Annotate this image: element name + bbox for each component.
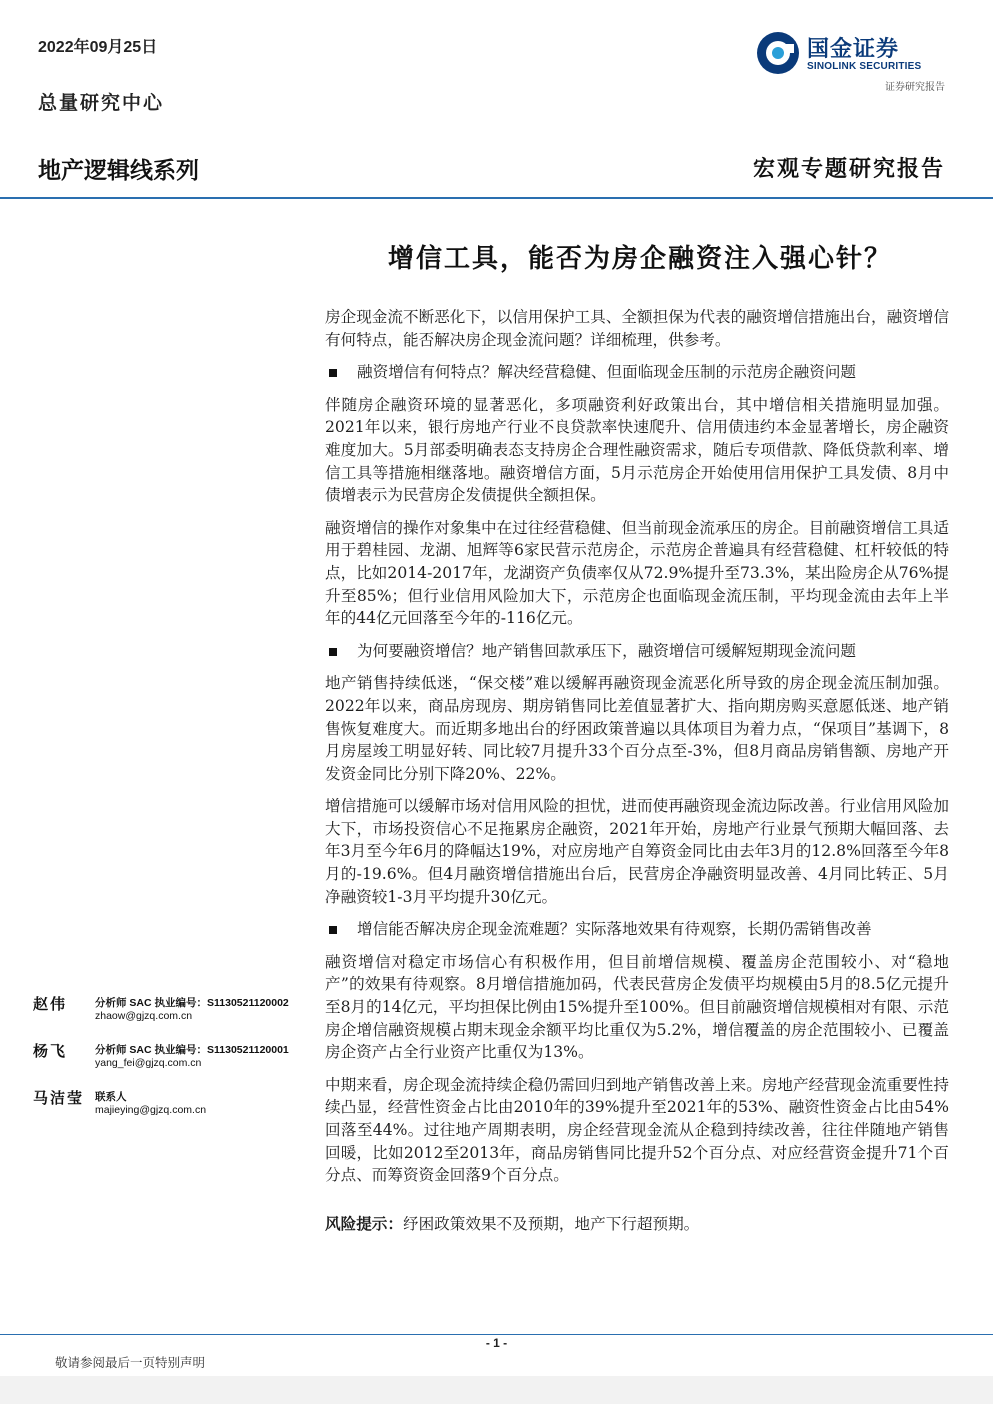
header-divider <box>0 197 993 199</box>
body-paragraph: 地产销售持续低迷，“保交楼”难以缓解再融资现金流恶化所导致的房企现金流压制加强。2022年以来，商品房现房、期房销售同比差值显著扩大、指向期房购买意愿低迷、地产销售恢复难度大。而近期多地出台的纾困政策普遍以具体项目为着力点，“保项目”基调下，8月房屋竣工明显好转、同比较7月提升33个百分点至-3%，但8月商品房销售额、房地产开发资金同比分别下降20%、22%。 <box>325 674 949 783</box>
analyst-name: 赵伟 <box>33 995 68 1013</box>
analyst-role: 分析师 SAC 执业编号：S1130521120002 <box>95 997 289 1009</box>
analyst-email[interactable]: majieying@gjzq.com.cn <box>95 1104 207 1116</box>
series-title: 地产逻辑线系列 <box>38 158 199 184</box>
disclaimer-note: 敬请参阅最后一页特别声明 <box>55 1355 206 1370</box>
body-paragraph: 中期来看，房企现金流持续企稳仍需回归到地产销售改善上来。房地产经营现金流重要性持续凸显，经营性资金占比由2010年的39%提升至2021年的53%、融资性资金占比由54%回落至44%。过往地产周期表明，房企经营现金流从企稳到持续改善，往往伴随地产销售回暖，比如2012至2013年，商品房销售同比提升52个百分点、对应经营资金提升71个百分点、而筹资资金回落9个百分点。 <box>325 1075 949 1185</box>
analyst-role: 分析师 SAC 执业编号：S1130521120001 <box>95 1044 289 1056</box>
bullet-square-icon <box>329 648 337 656</box>
footer-band <box>0 1376 993 1404</box>
report-category: 证券研究报告 <box>885 82 945 93</box>
section-heading-text: 融资增信有何特点？解决经营稳健、但面临现金压制的示范房企融资问题 <box>357 363 857 382</box>
report-type: 宏观专题研究报告 <box>752 156 945 182</box>
report-date: 2022年09月25日 <box>38 39 158 56</box>
bullet-square-icon <box>329 369 337 377</box>
department-label: 总量研究中心 <box>38 92 165 114</box>
section-heading-text: 增信能否解决房企现金流难题？实际落地效果有待观察，长期仍需销售改善 <box>357 920 872 939</box>
bullet-square-icon <box>329 926 337 934</box>
section-heading <box>325 918 949 941</box>
body-paragraph: 融资增信对稳定市场信心有积极作用，但目前增信规模、覆盖房企范围较小、对“稳地产”的效果有待观察。8月增信措施加码，代表民营房企发债平均规模由5月的8.5亿元提升至8月的14亿元，平均担保比例由15%提升至100%。但目前融资增信规模相对有限、示范房企增信融资规模占期末现金余额平均比重仅为5.2%，增信覆盖的房企范围较小、已覆盖房企资产占全行业资产比重仅为13%。 <box>325 952 949 1062</box>
analyst-name: 马洁莹 <box>33 1089 85 1107</box>
footer-divider <box>0 1334 993 1335</box>
section-heading <box>325 640 949 663</box>
logo-name-en: SINOLINK SECURITIES <box>807 61 922 72</box>
body-paragraph: 融资增信的操作对象集中在过往经营稳健、但当前现金流承压的房企。目前融资增信工具适用于碧桂园、龙湖、旭辉等6家民营示范房企，示范房企普遍具有经营稳健、杠杆较低的特点，比如2014-2017年，龙湖资产负债率仅从72.9%提升至73.3%，某出险房企从76%提升至85%；但行业信用风险加大下，示范房企也面临现金流压制，平均现金流由去年上半年的44亿元回落至今年的-116亿元。 <box>325 518 949 628</box>
analyst-email[interactable]: zhaow@gjzq.com.cn <box>95 1010 193 1022</box>
section-heading-text: 为何要融资增信？地产销售回款承压下，融资增信可缓解短期现金流问题 <box>357 641 857 660</box>
report-title: 增信工具，能否为房企融资注入强心针？ <box>387 244 892 274</box>
analyst-name: 杨飞 <box>33 1042 68 1060</box>
risk-warning <box>325 1213 949 1236</box>
body-paragraph: 增信措施可以缓解市场对信用风险的担忧，进而使再融资现金流边际改善。行业信用风险加大下，市场投资信心不足拖累房企融资，2021年开始，房地产行业景气预期大幅回落、去年3月至今年6月的降幅达19%，对应房地产自筹资金同比由去年3月的12.8%回落至今年8月的-19.6%。但4月融资增信措施出台后，民营房企净融资明显改善、4月同比转正、5月净融资较1-3月平均提升30亿元。 <box>325 797 949 906</box>
analyst-email[interactable]: yang_fei@gjzq.com.cn <box>95 1057 202 1069</box>
risk-label: 风险提示： <box>325 1213 403 1233</box>
page-number: - 1 - <box>485 1336 508 1350</box>
risk-text: 纾困政策效果不及预期，地产下行超预期。 <box>402 1214 700 1233</box>
logo-name-cn: 国金证券 <box>807 37 900 62</box>
report-body <box>325 306 949 1245</box>
analyst-role: 联系人 <box>95 1091 127 1103</box>
body-paragraph: 伴随房企融资环境的显著恶化，多项融资利好政策出台，其中增信相关措施明显加强。2021年以来，银行房地产行业不良贷款率快速爬升、信用债违约本金显著增长，房企融资难度加大。5月部委明确表态支持房企合理性融资需求，随后专项借款、降低贷款利率、增信工具等措施相继落地。融资增信方面，5月示范房企开始使用信用保护工具发债、8月中债增表示为民营房企发债提供全额担保。 <box>325 395 949 505</box>
section-heading <box>325 361 949 384</box>
company-logo <box>755 30 945 78</box>
logo-mark-icon <box>755 30 801 76</box>
intro-paragraph: 房企现金流不断恶化下，以信用保护工具、全额担保为代表的融资增信措施出台，融资增信有何特点，能否解决房企现金流问题？详细梳理，供参考。 <box>325 308 949 349</box>
